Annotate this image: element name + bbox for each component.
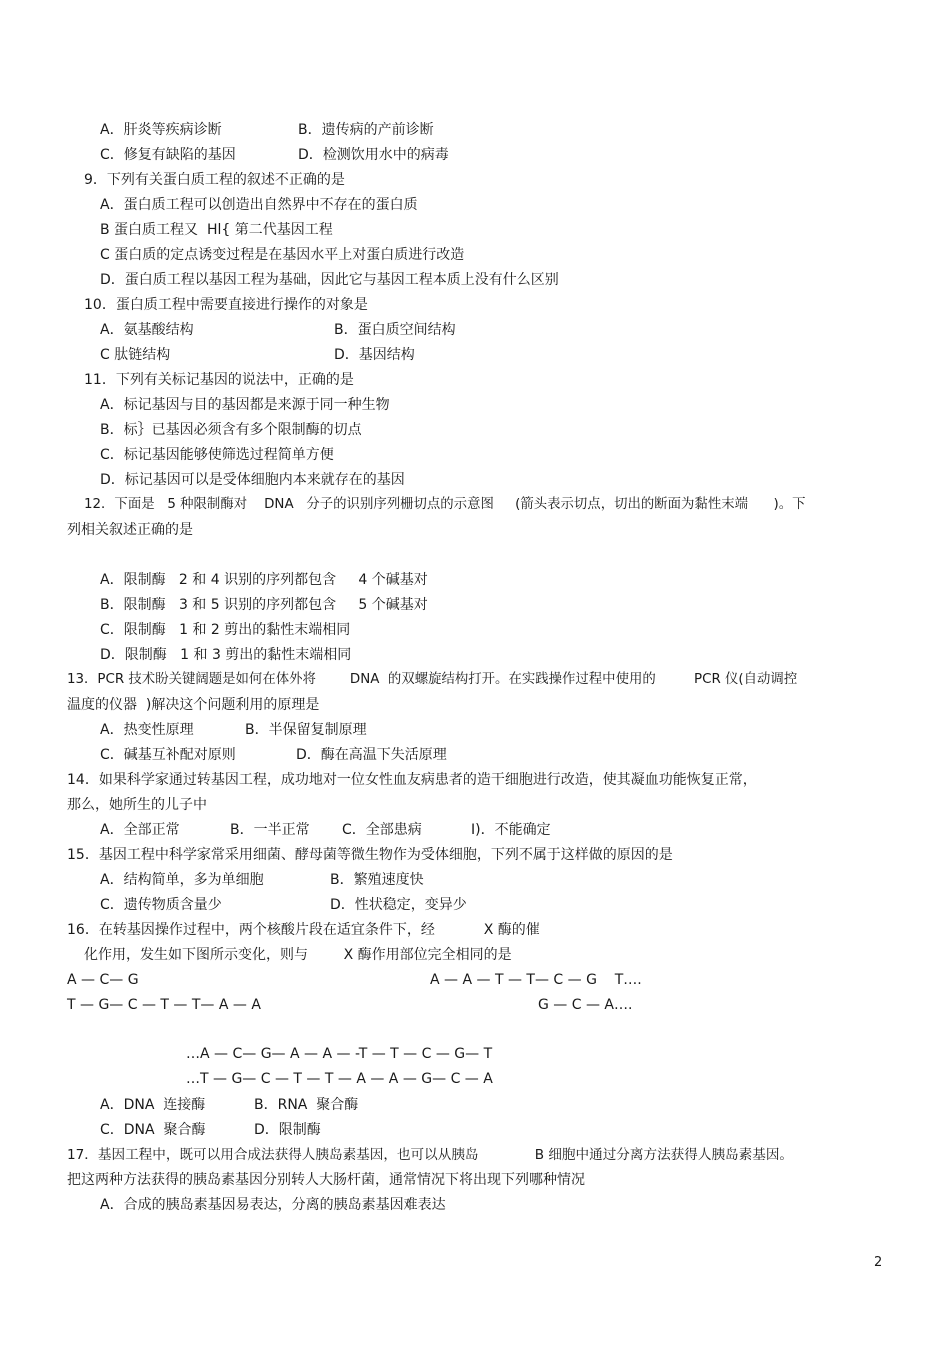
q13-option-a: A．热变性原理 xyxy=(100,722,194,738)
q15-option-b: B．繁殖速度快 xyxy=(330,872,424,888)
q9-option-d: D．蛋白质工程以基因工程为基础，因此它与基因工程本质上没有什么区别 xyxy=(100,272,559,288)
q8-option-d: D．检测饮用水中的病毒 xyxy=(298,147,449,163)
q9-stem: 9．下列有关蛋白质工程的叙述不正确的是 xyxy=(84,172,345,188)
q13-option-b: B．半保留复制原理 xyxy=(245,722,367,738)
q17-stem-line1: 17．基因工程中，既可以用合成法获得人胰岛素基因，也可以从胰岛 B 细胞中通过分离方法获得人胰岛素基因。 xyxy=(67,1147,794,1163)
q11-option-b: B．标｝已基因必须含有多个限制酶的切点 xyxy=(100,422,362,438)
q11-stem: 11．下列有关标记基因的说法中，正确的是 xyxy=(84,372,354,388)
q16-stem-line2: 化作用，发生如下图所示变化，则与 X 酶作用部位完全相同的是 xyxy=(84,947,512,963)
q15-stem: 15．基因工程中科学家常采用细菌、酵母菌等微生物作为受体细胞，下列不属于这样做的原因的是 xyxy=(67,847,673,863)
q14-option-c: C．全部患病 xyxy=(342,822,422,838)
q11-option-c: C．标记基因能够使筛选过程简单方便 xyxy=(100,447,334,463)
q13-stem-line1: 13．PCR 技术盼关键阔题是如何在体外将 DNA 的双螺旋结构打开。在实践操作过程中使用的 PCR 仪(自动调控 xyxy=(67,672,798,687)
dna-fragment-2-top-strand: A — A — T — T— C — G T…. xyxy=(430,972,642,988)
q11-option-a: A．标记基因与目的基因都是来源于同一种生物 xyxy=(100,397,390,413)
q13-option-c: C．碱基互补配对原则 xyxy=(100,747,236,763)
q9-option-b: B 蛋白质工程又 Hl{ 第二代基因工程 xyxy=(100,222,333,238)
dna-product-bottom-strand: …T — G— C — T — T — A — A — G— C — A xyxy=(186,1071,493,1087)
dna-fragment-2-bottom-strand: G — C — A…. xyxy=(538,997,633,1013)
q15-option-a: A．结构简单，多为单细胞 xyxy=(100,872,264,888)
q12-option-d: D．限制酶 1 和 3 剪出的黏性末端相同 xyxy=(100,647,352,663)
q12-option-a: A．限制酶 2 和 4 识别的序列都包含 4 个碱基对 xyxy=(100,572,428,588)
q12-option-b: B．限制酶 3 和 5 识别的序列都包含 5 个碱基对 xyxy=(100,597,428,613)
q15-option-c: C．遗传物质含量少 xyxy=(100,897,222,913)
q13-option-d: D．酶在高温下失活原理 xyxy=(296,747,447,763)
q14-option-d: I)．不能确定 xyxy=(471,822,551,838)
q10-option-d: D．基因结构 xyxy=(334,347,415,363)
q8-option-a: A．肝炎等疾病诊断 xyxy=(100,122,222,138)
q16-option-a: A．DNA 连接酶 xyxy=(100,1097,206,1113)
dna-product-top-strand: …A — C— G— A — A — -T — T — C — G— T xyxy=(186,1046,493,1062)
q10-option-c: C 肽链结构 xyxy=(100,347,171,363)
q9-option-a: A．蛋白质工程可以创造出自然界中不存在的蛋白质 xyxy=(100,197,418,213)
q16-option-b: B．RNA 聚合酶 xyxy=(254,1097,359,1113)
q17-option-a: A．合成的胰岛素基因易表达，分离的胰岛素基因难表达 xyxy=(100,1197,446,1213)
q14-option-a: A．全部正常 xyxy=(100,822,180,838)
dna-fragment-1-bottom-strand: T — G— C — T — T— A — A xyxy=(67,997,261,1013)
q11-option-d: D．标记基因可以是受体细胞内本来就存在的基因 xyxy=(100,472,405,488)
q12-option-c: C．限制酶 1 和 2 剪出的黏性末端相同 xyxy=(100,622,351,638)
q10-option-a: A．氨基酸结构 xyxy=(100,322,194,338)
q17-stem-line2: 把这两种方法获得的胰岛素基因分别转人大肠杆菌，通常情况下将出现下列哪种情况 xyxy=(67,1172,585,1188)
q8-option-c: C．修复有缺陷的基因 xyxy=(100,147,236,163)
q10-option-b: B．蛋白质空间结构 xyxy=(334,322,456,338)
dna-fragment-1-top-strand: A — C— G xyxy=(67,972,139,988)
q15-option-d: D．性状稳定，变异少 xyxy=(330,897,467,913)
q16-option-c: C．DNA 聚合酶 xyxy=(100,1122,206,1138)
q16-stem-line1: 16．在转基因操作过程中，两个核酸片段在适宜条件下，经 X 酶的催 xyxy=(67,922,540,938)
page-number: 2 xyxy=(874,1255,883,1270)
q12-stem-line2: 列相关叙述正确的是 xyxy=(67,522,193,538)
q9-option-c: C 蛋白质的定点诱变过程是在基因水平上对蛋白质进行改造 xyxy=(100,247,465,263)
q10-stem: 10．蛋白质工程中需要直接进行操作的对象是 xyxy=(84,297,368,313)
q14-option-b: B．一半正常 xyxy=(230,822,310,838)
q14-stem-line1: 14．如果科学家通过转基因工程，成功地对一位女性血友病患者的造干细胞进行改造，使其凝血功能恢复正常， xyxy=(67,772,757,788)
q16-option-d: D．限制酶 xyxy=(254,1122,321,1138)
q12-stem-line1: 12．下面是 5 种限制酶对 DNA 分子的识别序列栅切点的示意图 (箭头表示切点，切出的断面为黏性末端 )。下 xyxy=(84,497,806,512)
q13-stem-line2: 温度的仪器 )解决这个问题利用的原理是 xyxy=(67,697,320,713)
q14-stem-line2: 那么，她所生的儿子中 xyxy=(67,797,207,813)
q8-option-b: B．遗传病的产前诊断 xyxy=(298,122,434,138)
